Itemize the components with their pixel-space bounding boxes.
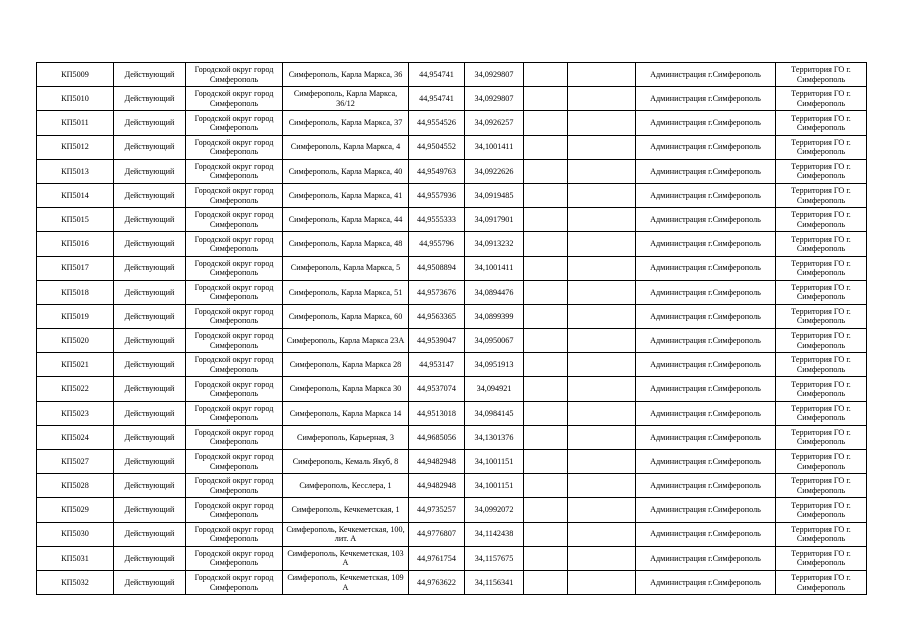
cell-territory: Территория ГО г. Симферополь [776,135,867,159]
cell-owner: Администрация г.Симферополь [636,304,776,328]
cell-lat: 44,9761754 [409,546,465,570]
cell-address: Симферополь, Кечкеметская, 1 [283,498,409,522]
cell-lat: 44,954741 [409,87,465,111]
cell-owner: Администрация г.Симферополь [636,546,776,570]
cell-territory: Территория ГО г. Симферополь [776,353,867,377]
cell-owner: Администрация г.Симферополь [636,159,776,183]
cell-district: Городской округ город Симферополь [186,63,283,87]
cell-owner: Администрация г.Симферополь [636,256,776,280]
cell-address: Симферополь, Карла Маркса, 36 [283,63,409,87]
cell-address: Симферополь, Карла Маркса, 40 [283,159,409,183]
cell-territory: Территория ГО г. Симферополь [776,474,867,498]
cell-address: Симферополь, Кечкеметская, 103 А [283,546,409,570]
cell-lat: 44,9555333 [409,208,465,232]
cell-empty [524,183,568,207]
cell-lat: 44,9504552 [409,135,465,159]
cell-district: Городской округ город Симферополь [186,111,283,135]
cell-territory: Территория ГО г. Симферополь [776,546,867,570]
cell-district: Городской округ город Симферополь [186,401,283,425]
cell-lat: 44,9508894 [409,256,465,280]
cell-id: КП5030 [37,522,114,546]
cell-empty [524,111,568,135]
cell-district: Городской округ город Симферополь [186,256,283,280]
cell-status: Действующий [114,256,186,280]
registry-table [36,62,867,595]
cell-id: КП5009 [37,63,114,87]
cell-owner: Администрация г.Симферополь [636,450,776,474]
cell-lon: 34,1001411 [465,135,524,159]
cell-status: Действующий [114,522,186,546]
cell-owner: Администрация г.Симферополь [636,425,776,449]
cell-empty [568,498,636,522]
cell-empty [524,159,568,183]
cell-id: КП5017 [37,256,114,280]
cell-address: Симферополь, Карла Маркса, 51 [283,280,409,304]
cell-address: Симферополь, Карла Маркса 23А [283,329,409,353]
cell-address: Симферополь, Карла Маркса 28 [283,353,409,377]
cell-status: Действующий [114,304,186,328]
cell-id: КП5014 [37,183,114,207]
cell-district: Городской округ город Симферополь [186,498,283,522]
cell-status: Действующий [114,450,186,474]
cell-lon: 34,0984145 [465,401,524,425]
table-row [37,63,867,87]
cell-lon: 34,1156341 [465,570,524,594]
cell-status: Действующий [114,498,186,522]
cell-address: Симферополь, Карла Маркса, 44 [283,208,409,232]
cell-lon: 34,1001411 [465,256,524,280]
cell-lat: 44,9573676 [409,280,465,304]
cell-status: Действующий [114,280,186,304]
cell-empty [568,159,636,183]
cell-address: Симферополь, Карла Маркса 14 [283,401,409,425]
cell-district: Городской округ город Симферополь [186,377,283,401]
table-row [37,111,867,135]
cell-owner: Администрация г.Симферополь [636,280,776,304]
cell-lon: 34,0951913 [465,353,524,377]
cell-lat: 44,9763622 [409,570,465,594]
cell-district: Городской округ город Симферополь [186,280,283,304]
cell-address: Симферополь, Карла Маркса, 48 [283,232,409,256]
cell-status: Действующий [114,425,186,449]
cell-empty [568,232,636,256]
cell-empty [568,329,636,353]
cell-lon: 34,0950067 [465,329,524,353]
cell-id: КП5013 [37,159,114,183]
cell-district: Городской округ город Симферополь [186,159,283,183]
cell-empty [524,401,568,425]
cell-district: Городской округ город Симферополь [186,183,283,207]
cell-lon: 34,1001151 [465,474,524,498]
cell-id: КП5019 [37,304,114,328]
cell-territory: Территория ГО г. Симферополь [776,377,867,401]
cell-id: КП5012 [37,135,114,159]
cell-district: Городской округ город Симферополь [186,353,283,377]
cell-owner: Администрация г.Симферополь [636,111,776,135]
cell-lat: 44,9563365 [409,304,465,328]
cell-status: Действующий [114,183,186,207]
cell-empty [568,280,636,304]
cell-district: Городской округ город Симферополь [186,208,283,232]
cell-empty [568,474,636,498]
cell-status: Действующий [114,377,186,401]
cell-territory: Территория ГО г. Симферополь [776,159,867,183]
table-row [37,183,867,207]
cell-district: Городской округ город Симферополь [186,425,283,449]
cell-address: Симферополь, Кечкеметская, 100, лит. А [283,522,409,546]
cell-id: КП5011 [37,111,114,135]
cell-lon: 34,0922626 [465,159,524,183]
cell-lon: 34,0899399 [465,304,524,328]
cell-lat: 44,9685056 [409,425,465,449]
cell-district: Городской округ город Симферополь [186,135,283,159]
cell-status: Действующий [114,329,186,353]
cell-id: КП5018 [37,280,114,304]
cell-territory: Территория ГО г. Симферополь [776,208,867,232]
cell-id: КП5016 [37,232,114,256]
cell-empty [568,353,636,377]
cell-id: КП5020 [37,329,114,353]
table-row [37,208,867,232]
table-row [37,401,867,425]
cell-owner: Администрация г.Симферополь [636,377,776,401]
cell-territory: Территория ГО г. Симферополь [776,256,867,280]
cell-empty [568,522,636,546]
table-body [37,63,867,595]
cell-district: Городской округ город Симферополь [186,232,283,256]
table-row [37,546,867,570]
cell-lon: 34,0929807 [465,87,524,111]
table-row [37,232,867,256]
cell-territory: Территория ГО г. Симферополь [776,111,867,135]
cell-status: Действующий [114,135,186,159]
cell-lat: 44,9557936 [409,183,465,207]
cell-empty [524,304,568,328]
cell-id: КП5023 [37,401,114,425]
table-row [37,425,867,449]
cell-empty [568,304,636,328]
cell-status: Действующий [114,111,186,135]
cell-owner: Администрация г.Симферополь [636,353,776,377]
cell-district: Городской округ город Симферополь [186,87,283,111]
cell-status: Действующий [114,401,186,425]
cell-address: Симферополь, Карла Маркса, 5 [283,256,409,280]
cell-lat: 44,955796 [409,232,465,256]
cell-status: Действующий [114,353,186,377]
cell-id: КП5010 [37,87,114,111]
cell-owner: Администрация г.Симферополь [636,135,776,159]
cell-territory: Территория ГО г. Симферополь [776,329,867,353]
cell-empty [568,401,636,425]
cell-territory: Территория ГО г. Симферополь [776,522,867,546]
cell-empty [568,183,636,207]
cell-owner: Администрация г.Симферополь [636,183,776,207]
cell-status: Действующий [114,546,186,570]
cell-id: КП5027 [37,450,114,474]
cell-territory: Территория ГО г. Симферополь [776,280,867,304]
cell-territory: Территория ГО г. Симферополь [776,232,867,256]
cell-empty [524,546,568,570]
cell-address: Симферополь, Карла Маркса 30 [283,377,409,401]
cell-district: Городской округ город Симферополь [186,546,283,570]
cell-lat: 44,9776807 [409,522,465,546]
cell-id: КП5028 [37,474,114,498]
cell-district: Городской округ город Симферополь [186,329,283,353]
cell-owner: Администрация г.Симферополь [636,522,776,546]
cell-district: Городской округ город Симферополь [186,450,283,474]
table-row [37,498,867,522]
cell-lat: 44,9482948 [409,474,465,498]
cell-empty [568,63,636,87]
cell-address: Симферополь, Карла Маркса, 60 [283,304,409,328]
cell-lat: 44,9554526 [409,111,465,135]
cell-empty [568,111,636,135]
cell-lon: 34,0929807 [465,63,524,87]
cell-lon: 34,1142438 [465,522,524,546]
cell-id: КП5015 [37,208,114,232]
table-row [37,329,867,353]
cell-id: КП5032 [37,570,114,594]
cell-empty [524,329,568,353]
cell-empty [524,280,568,304]
cell-territory: Территория ГО г. Симферополь [776,450,867,474]
cell-empty [568,256,636,280]
cell-empty [568,546,636,570]
cell-id: КП5022 [37,377,114,401]
cell-status: Действующий [114,159,186,183]
cell-lon: 34,1157675 [465,546,524,570]
table-row [37,256,867,280]
cell-empty [524,498,568,522]
cell-status: Действующий [114,474,186,498]
table-row [37,377,867,401]
cell-lon: 34,1001151 [465,450,524,474]
cell-owner: Администрация г.Симферополь [636,232,776,256]
table-row [37,474,867,498]
cell-territory: Территория ГО г. Симферополь [776,87,867,111]
cell-empty [568,208,636,232]
cell-lon: 34,1301376 [465,425,524,449]
cell-owner: Администрация г.Симферополь [636,401,776,425]
cell-address: Симферополь, Кемаль Якуб, 8 [283,450,409,474]
cell-empty [568,87,636,111]
cell-district: Городской округ город Симферополь [186,570,283,594]
cell-id: КП5021 [37,353,114,377]
cell-owner: Администрация г.Симферополь [636,87,776,111]
cell-owner: Администрация г.Симферополь [636,570,776,594]
cell-address: Симферополь, Карла Маркса, 36/12 [283,87,409,111]
cell-empty [524,570,568,594]
cell-address: Симферополь, Кесслера, 1 [283,474,409,498]
cell-lat: 44,953147 [409,353,465,377]
cell-empty [524,256,568,280]
table-row [37,280,867,304]
cell-owner: Администрация г.Симферополь [636,208,776,232]
cell-address: Симферополь, Карьерная, 3 [283,425,409,449]
cell-owner: Администрация г.Симферополь [636,474,776,498]
cell-empty [524,450,568,474]
cell-territory: Территория ГО г. Симферополь [776,183,867,207]
cell-lat: 44,9537074 [409,377,465,401]
cell-lon: 34,0894476 [465,280,524,304]
cell-owner: Администрация г.Симферополь [636,63,776,87]
cell-territory: Территория ГО г. Симферополь [776,570,867,594]
table-row [37,450,867,474]
cell-status: Действующий [114,63,186,87]
cell-empty [524,232,568,256]
cell-empty [568,377,636,401]
table-row [37,304,867,328]
cell-owner: Администрация г.Симферополь [636,498,776,522]
cell-lon: 34,0919485 [465,183,524,207]
cell-address: Симферополь, Карла Маркса, 37 [283,111,409,135]
cell-empty [524,377,568,401]
cell-id: КП5031 [37,546,114,570]
cell-id: КП5024 [37,425,114,449]
cell-empty [524,208,568,232]
table-row [37,135,867,159]
cell-empty [568,135,636,159]
cell-empty [568,570,636,594]
cell-empty [524,63,568,87]
cell-empty [524,353,568,377]
cell-empty [524,425,568,449]
table-row [37,353,867,377]
table-row [37,570,867,594]
cell-district: Городской округ город Симферополь [186,522,283,546]
cell-lon: 34,0992072 [465,498,524,522]
cell-lat: 44,9735257 [409,498,465,522]
cell-lat: 44,9513018 [409,401,465,425]
cell-status: Действующий [114,87,186,111]
table-row [37,87,867,111]
cell-empty [568,425,636,449]
cell-district: Городской округ город Симферополь [186,474,283,498]
cell-district: Городской округ город Симферополь [186,304,283,328]
cell-lon: 34,0913232 [465,232,524,256]
cell-empty [568,450,636,474]
cell-territory: Территория ГО г. Симферополь [776,401,867,425]
cell-address: Симферополь, Кечкеметская, 109 А [283,570,409,594]
cell-lat: 44,9482948 [409,450,465,474]
cell-status: Действующий [114,208,186,232]
cell-territory: Территория ГО г. Симферополь [776,304,867,328]
cell-lon: 34,0917901 [465,208,524,232]
cell-lat: 44,9539047 [409,329,465,353]
cell-lon: 34,094921 [465,377,524,401]
cell-status: Действующий [114,232,186,256]
cell-address: Симферополь, Карла Маркса, 41 [283,183,409,207]
cell-owner: Администрация г.Симферополь [636,329,776,353]
table-row [37,159,867,183]
cell-address: Симферополь, Карла Маркса, 4 [283,135,409,159]
cell-id: КП5029 [37,498,114,522]
cell-lon: 34,0926257 [465,111,524,135]
table-row [37,522,867,546]
cell-territory: Территория ГО г. Симферополь [776,425,867,449]
cell-territory: Территория ГО г. Симферополь [776,63,867,87]
cell-lat: 44,9549763 [409,159,465,183]
cell-empty [524,474,568,498]
cell-empty [524,522,568,546]
cell-empty [524,87,568,111]
cell-territory: Территория ГО г. Симферополь [776,498,867,522]
cell-lat: 44,954741 [409,63,465,87]
cell-empty [524,135,568,159]
cell-status: Действующий [114,570,186,594]
